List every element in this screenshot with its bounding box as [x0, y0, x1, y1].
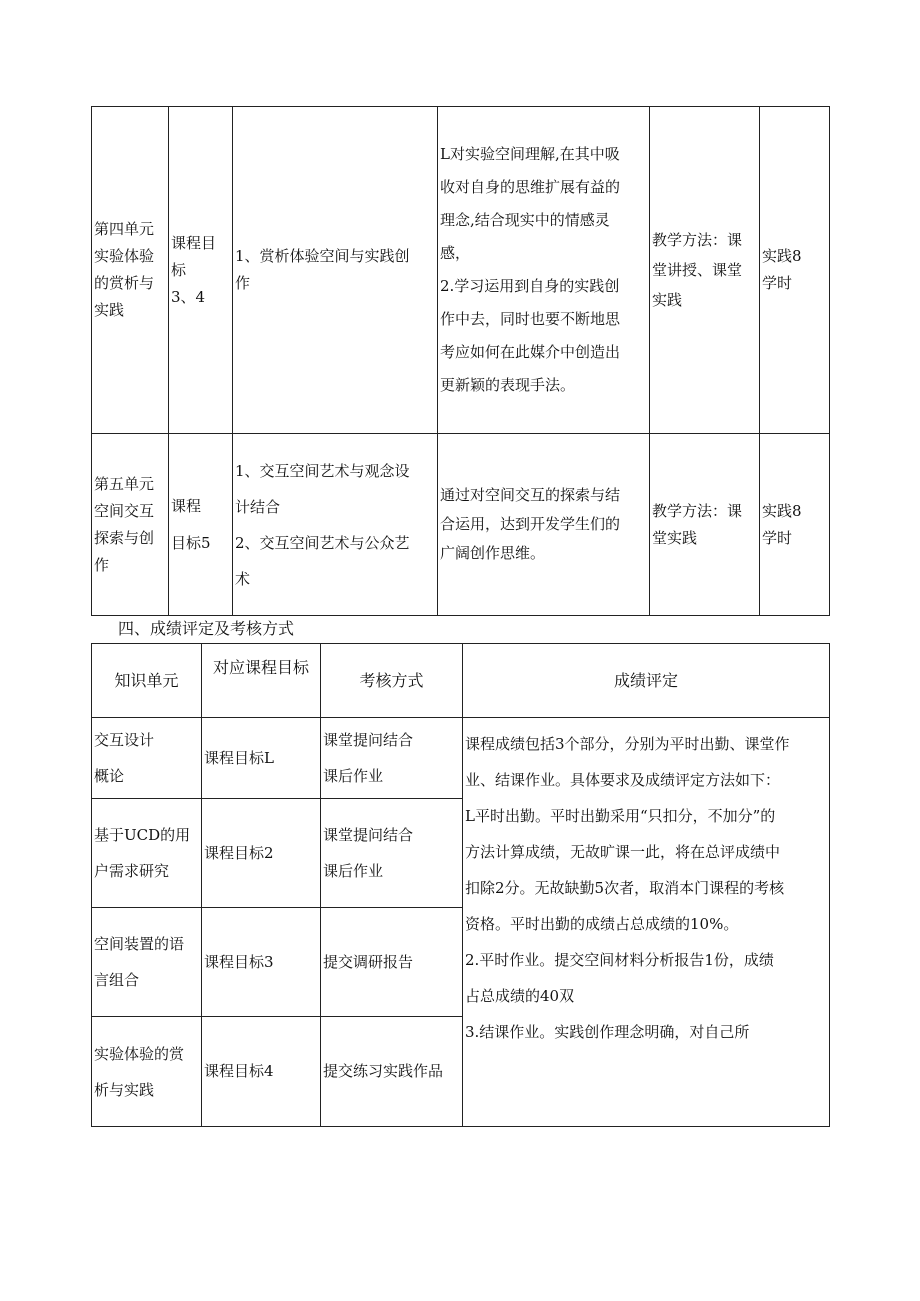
- table-row: [92, 434, 830, 616]
- assessment-table: [91, 643, 830, 1127]
- target-cell: 课程目 标 3、4: [169, 107, 233, 434]
- unit-cell: 空间装置的语 言组合: [92, 908, 202, 1017]
- table-row: [92, 718, 830, 799]
- content-cell: 1、赏析体验空间与实践创 作: [233, 107, 438, 434]
- content-cell: 1、交互空间艺术与观念设 计结合 2、交互空间艺术与公众艺 术: [233, 434, 438, 616]
- header-course-target: 对应课程目标: [202, 644, 321, 718]
- target-cell: 课程目标L: [202, 718, 321, 799]
- section-heading: 四、成绩评定及考核方式: [118, 619, 295, 638]
- requirement-cell: 通过对空间交互的探索与结 合运用，达到开发学生们的 广阔创作思维。: [438, 434, 650, 616]
- table-header-row: [92, 644, 830, 718]
- target-cell: 课程 目标5: [169, 434, 233, 616]
- method-cell: 课堂提问结合 课后作业: [321, 799, 463, 908]
- unit-cell: 交互设计 概论: [92, 718, 202, 799]
- header-assessment-method: 考核方式: [321, 644, 463, 718]
- requirement-cell: L对实验空间理解,在其中吸 收对自身的思维扩展有益的 理念,结合现实中的情感灵 感， 2.学习运用到自身的实践创 作中去，同时也要不断地思 考应如何在此媒介中创造出 更新颖的表现手法。: [438, 107, 650, 434]
- target-cell: 课程目标3: [202, 908, 321, 1017]
- header-grading: 成绩评定: [463, 644, 830, 718]
- units-table: [91, 106, 830, 616]
- unit-cell: 实验体验的赏 析与实践: [92, 1017, 202, 1127]
- target-cell: 课程目标2: [202, 799, 321, 908]
- grading-cell: 课程成绩包括3个部分，分别为平时出勤、课堂作 业、结课作业。具体要求及成绩评定方法如下： L平时出勤。平时出勤采用“只扣分，不加分”的 方法计算成绩，无故旷课一此，将在总评成绩中 扣除2分。无故缺勤5次者，取消本门课程的考核 资格。平时出勤的成绩占总成绩的10%。 2.平时作业。提交空间材料分析报告1份，成绩 占总成绩的40双 3.结课作业。实践创作理念明确，对自己所: [463, 718, 830, 1127]
- hours-cell: 实践8 学时: [760, 434, 830, 616]
- hours-cell: 实践8 学时: [760, 107, 830, 434]
- unit-cell: 第五单元 空间交互 探索与创 作: [92, 434, 169, 616]
- unit-cell: 第四单元 实验体验 的赏析与 实践: [92, 107, 169, 434]
- table-row: [92, 107, 830, 434]
- method-cell: 提交调研报告: [321, 908, 463, 1017]
- unit-cell: 基于UCD的用 户需求研究: [92, 799, 202, 908]
- method-cell: 教学方法：课 堂讲授、课堂 实践: [650, 107, 760, 434]
- method-cell: 教学方法：课 堂实践: [650, 434, 760, 616]
- method-cell: 提交练习实践作品: [321, 1017, 463, 1127]
- method-cell: 课堂提问结合 课后作业: [321, 718, 463, 799]
- target-cell: 课程目标4: [202, 1017, 321, 1127]
- header-knowledge-unit: 知识单元: [92, 644, 202, 718]
